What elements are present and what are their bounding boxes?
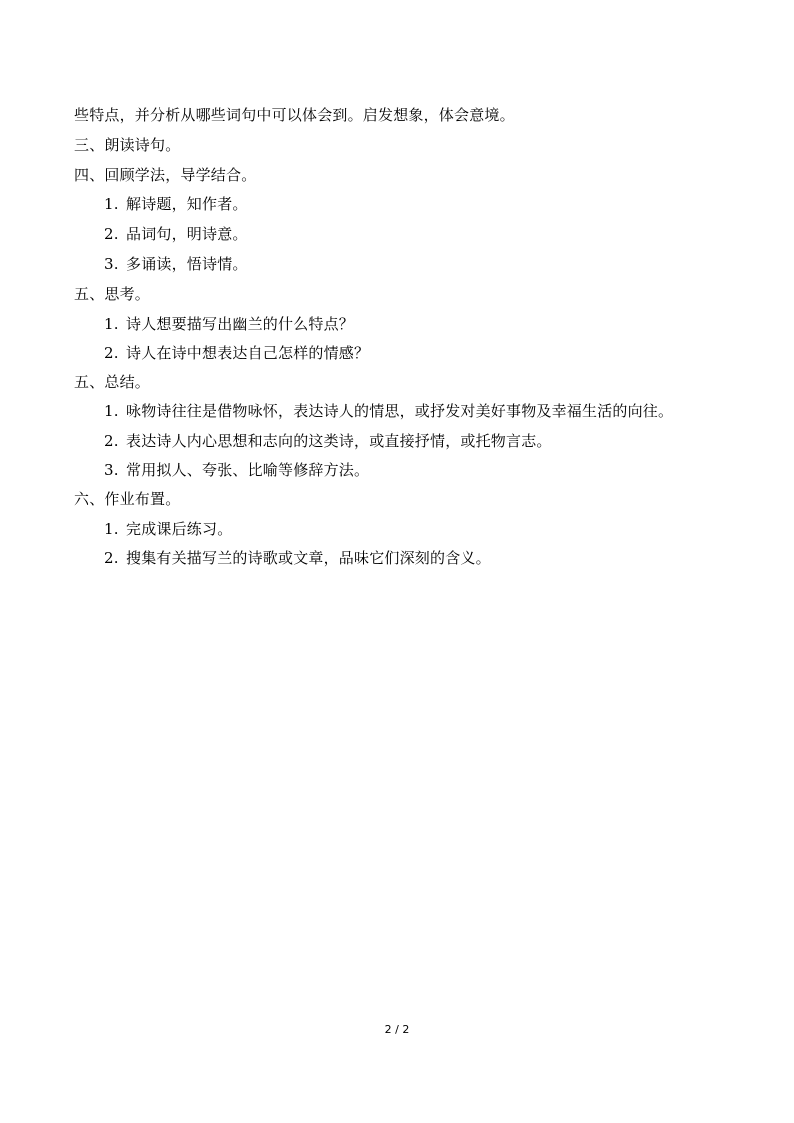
list-text: 咏物诗往往是借物咏怀，表达诗人的情思，或抒发对美好事物及幸福生活的向往。	[126, 402, 674, 420]
list-number: 3.	[104, 461, 119, 479]
list-item	[104, 224, 248, 244]
list-text: 表达诗人内心思想和志向的这类诗，或直接抒情，或托物言志。	[126, 432, 552, 450]
list-text: 常用拟人、夸张、比喻等修辞方法。	[126, 461, 370, 479]
list-text: 诗人想要描写出幽兰的什么特点？	[126, 315, 355, 333]
list-item	[104, 519, 232, 539]
list-number: 2.	[104, 549, 119, 567]
list-number: 2.	[104, 344, 119, 362]
list-item	[104, 254, 248, 274]
list-item	[104, 343, 369, 363]
section-heading-think: 五、思考。	[74, 285, 151, 303]
list-number: 1.	[104, 520, 119, 538]
list-item	[104, 314, 354, 334]
list-item	[104, 401, 673, 421]
paragraph-continuation: 些特点，并分析从哪些词句中可以体会到。启发想象，体会意境。	[74, 106, 515, 124]
section-heading-reading: 三、朗读诗句。	[74, 136, 181, 154]
list-text: 品词句，明诗意。	[126, 225, 248, 243]
list-item	[104, 194, 248, 214]
list-number: 1.	[104, 315, 119, 333]
list-item	[104, 460, 369, 480]
list-text: 解诗题，知作者。	[126, 195, 248, 213]
list-number: 2.	[104, 225, 119, 243]
list-item	[104, 548, 491, 568]
list-text: 多诵读，悟诗情。	[126, 255, 248, 273]
section-heading-summary: 五、总结。	[74, 373, 151, 391]
list-number: 3.	[104, 255, 119, 273]
list-number: 1.	[104, 402, 119, 420]
section-heading-homework: 六、作业布置。	[74, 490, 181, 508]
list-number: 2.	[104, 432, 119, 450]
page-number: 2 / 2	[384, 1023, 410, 1036]
list-text: 完成课后练习。	[126, 520, 233, 538]
list-text: 诗人在诗中想表达自己怎样的情感？	[126, 344, 370, 362]
list-text: 搜集有关描写兰的诗歌或文章，品味它们深刻的含义。	[126, 549, 491, 567]
list-number: 1.	[104, 195, 119, 213]
section-heading-review: 四、回顾学法，导学结合。	[74, 166, 257, 184]
list-item	[104, 431, 552, 451]
